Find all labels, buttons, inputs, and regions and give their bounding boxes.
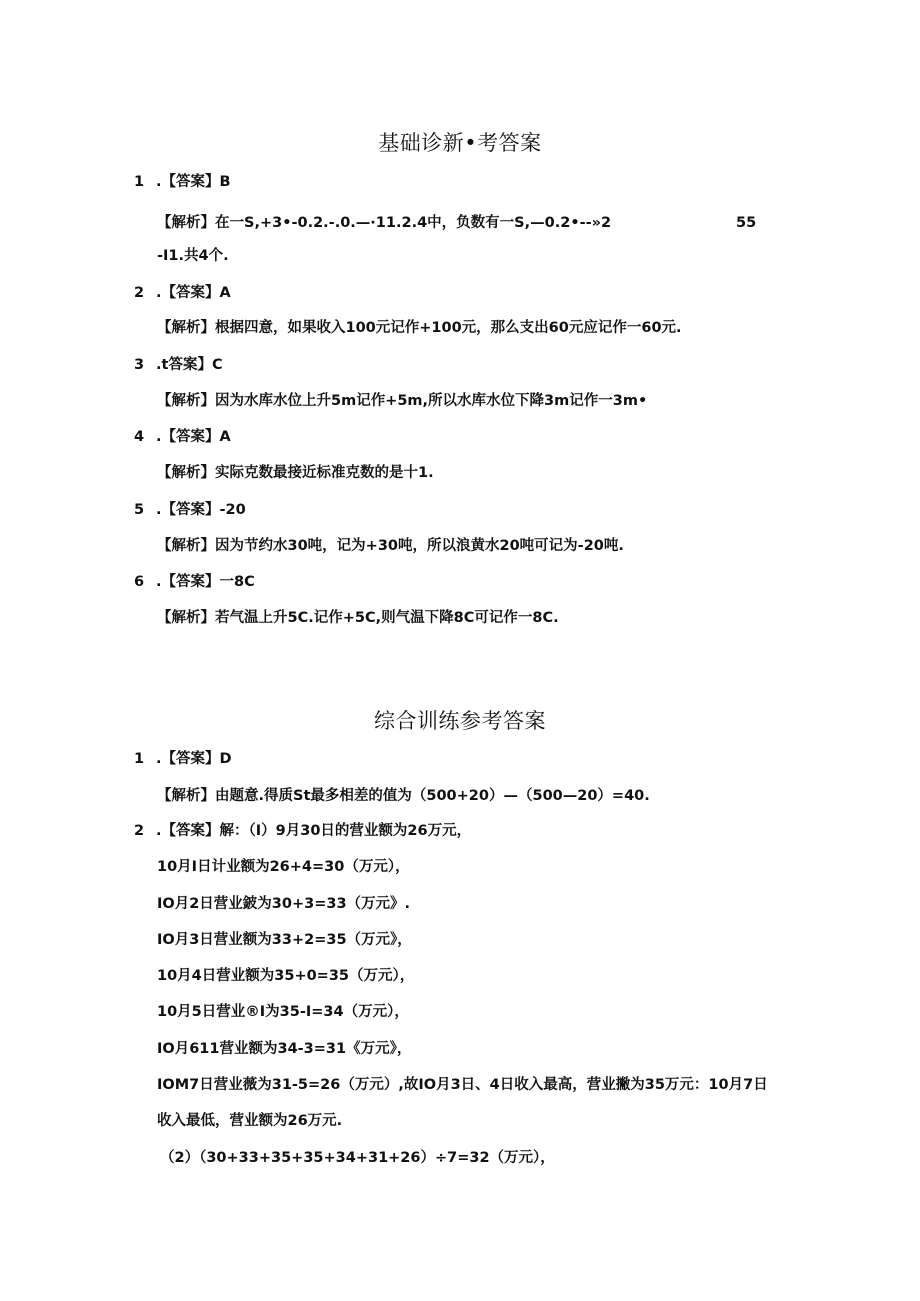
answer-line-2 (134, 283, 231, 303)
calc-line-oct-1: 10月I日计业额为26+4=30（万元）， (157, 859, 410, 875)
item-number: 2 (134, 285, 145, 301)
explain-line-2: 【解析】根据四意，如果收入100元记作+100元，那么支出60元应记作一60元. (157, 320, 682, 336)
item-number: 2 (134, 823, 145, 839)
answer-line-s2-2 (134, 821, 471, 841)
item-number: 3 (134, 357, 145, 373)
answer-line-s2-1 (134, 749, 232, 769)
answer-line-3 (134, 355, 223, 375)
answer-text: .【答案】解：（I）9月30日的营业额为26万元， (156, 823, 472, 839)
item-number: 6 (134, 574, 145, 590)
answer-text: .【答案】D (156, 751, 232, 767)
calc-line-part-2: （2）（30+33+35+35+34+31+26）÷7=32（万元）， (160, 1150, 555, 1166)
section-title-basic: 基础诊新•考答案 (378, 131, 542, 155)
answer-text: .【答案】A (156, 429, 231, 445)
item-number: 1 (134, 751, 145, 767)
explain-fraction-denominator: 55 (736, 215, 757, 231)
answer-text: .【答案】B (156, 174, 231, 190)
calc-line-oct-7: IOM7日营业薇为31-5=26（万元）,故IO月3日、4日收入最高，营业撇为35万元：10月7日 (157, 1077, 768, 1093)
explain-line-1: 【解析】在一S,+3•-0.2.-.0.—·11.2.4中，负数有一S,—0.2•--»2 (157, 215, 612, 231)
calc-line-oct-3: IO月3日营业额为33+2=35（万元》， (157, 932, 412, 948)
answer-line-6 (134, 572, 255, 592)
explain-line-3: 【解析】因为水库水位上升5m记作+5m,所以水库水位下降3m记作一3m• (157, 393, 648, 409)
explain-line-5: 【解析】因为节约水30吨，记为+30吨，所以浪黄水20吨可记为-20吨. (157, 538, 624, 554)
calc-line-oct-2: IO月2日营业鈹为30+3=33（万元》. (157, 896, 411, 912)
item-number: 4 (134, 429, 145, 445)
calc-line-oct-5: 10月5日营业®I为35-I=34（万元）， (157, 1004, 409, 1020)
explain-line-6: 【解析】若气温上升5C.记作+5C,则气温下降8C可记作一8C. (157, 610, 559, 626)
calc-line-oct-4: 10月4日营业额为35+0=35（万元）， (157, 968, 415, 984)
item-number: 1 (134, 174, 145, 190)
section-title-comprehensive: 综合训练参考答案 (374, 709, 546, 733)
answer-line-4 (134, 427, 231, 447)
explain-line-4: 【解析】实际克数最接近标准克数的是十1. (157, 465, 434, 481)
item-number: 5 (134, 502, 145, 518)
answer-line-5 (134, 500, 246, 520)
answer-text: .【答案】一8C (156, 574, 255, 590)
explain-line-s2-1: 【解析】由题意.得质St最多相差的值为（500+20）—（500—20）=40. (157, 788, 650, 804)
explain-line-1-continued: -I1.共4个. (157, 248, 229, 264)
calc-line-oct-6: IO月611营业额为34-3=31《万元》， (157, 1041, 412, 1057)
answer-text: .t答案】C (156, 357, 223, 373)
answer-text: .【答案】-20 (156, 502, 246, 518)
answer-text: .【答案】A (156, 285, 231, 301)
calc-line-conclusion: 收入最低，营业额为26万元. (157, 1113, 343, 1129)
answer-line-1 (134, 172, 231, 192)
